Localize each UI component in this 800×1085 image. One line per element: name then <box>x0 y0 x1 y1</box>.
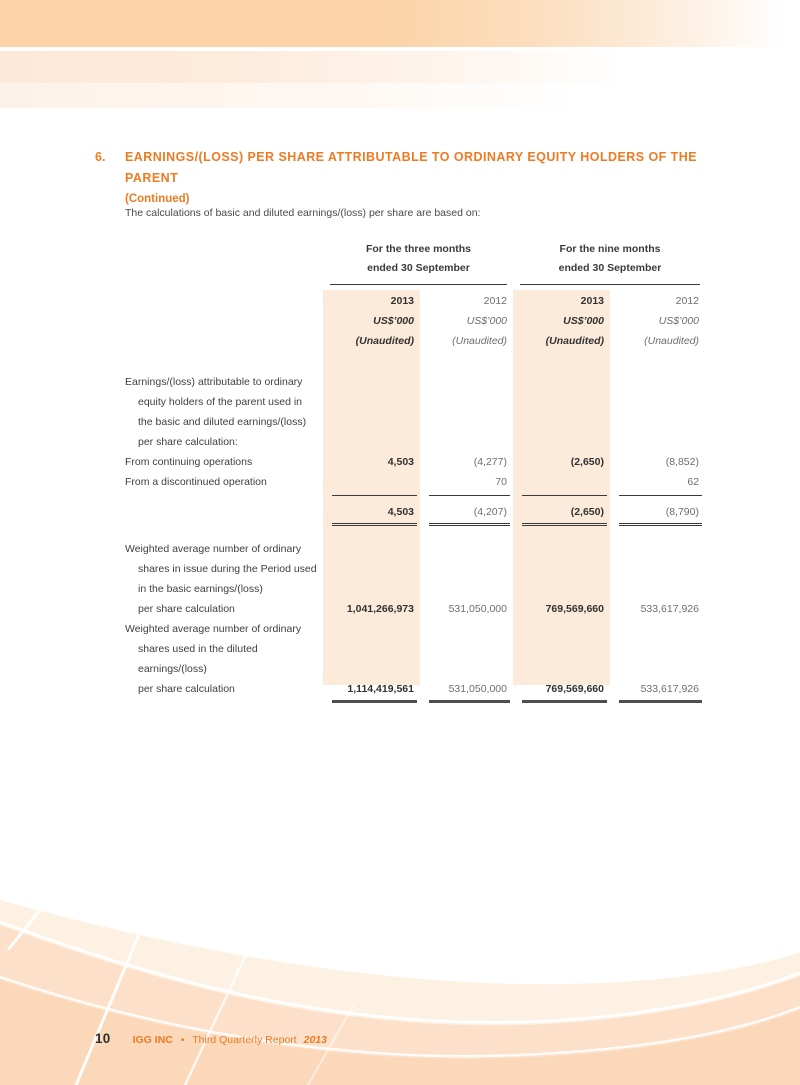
table-row <box>125 472 705 496</box>
bottom-wave-decoration <box>0 870 800 1085</box>
column-status: (Unaudited) <box>644 335 699 347</box>
cell-value <box>323 412 420 432</box>
row-label: per share calculation: <box>138 436 238 448</box>
cell-value <box>323 432 420 452</box>
company-name: IGG INC <box>132 1034 173 1046</box>
group-header-nine-months <box>520 240 700 285</box>
top-gradient-band-primary <box>0 0 800 47</box>
cell-value <box>513 579 610 599</box>
footer-brand-line <box>133 1034 327 1046</box>
cell-value: 1,041,266,973 <box>346 603 414 615</box>
column-unit: US$’000 <box>466 315 507 327</box>
cell-value <box>513 539 610 559</box>
row-label: per share calculation <box>138 683 235 695</box>
cell-value <box>323 579 420 599</box>
group-header-line: For the three months <box>365 243 471 255</box>
column-header <box>420 291 513 351</box>
column-unit: US$’000 <box>658 315 699 327</box>
cell-value <box>513 619 610 639</box>
top-gradient-band-tertiary <box>0 83 800 108</box>
cell-value <box>420 432 513 452</box>
cell-value: 769,569,660 <box>545 603 604 615</box>
table-row <box>125 619 705 639</box>
group-header-line: For the nine months <box>559 243 661 255</box>
table-row <box>125 392 705 412</box>
cell-value <box>420 392 513 412</box>
cell-value <box>332 472 417 496</box>
cell-value <box>610 619 705 639</box>
cell-value: (4,207) <box>429 502 510 526</box>
cell-value <box>420 412 513 432</box>
cell-value <box>513 412 610 432</box>
row-label: Weighted average number of ordinary <box>125 543 302 555</box>
cell-value <box>420 539 513 559</box>
column-header <box>513 291 610 351</box>
row-label: equity holders of the parent used in <box>138 396 303 408</box>
cell-value: 4,503 <box>387 456 414 468</box>
cell-value <box>610 432 705 452</box>
page-footer <box>95 1031 327 1046</box>
group-header-spacer <box>125 240 323 291</box>
page-number: 10 <box>95 1031 111 1046</box>
cell-value <box>420 559 513 579</box>
cell-value <box>513 372 610 392</box>
cell-value: 531,050,000 <box>429 679 510 703</box>
section-number: 6. <box>95 150 106 164</box>
intro-text: The calculations of basic and diluted earnings/(loss) per share are based on: <box>125 207 481 219</box>
table-column-headers <box>125 291 705 351</box>
cell-value: 70 <box>429 472 510 496</box>
cell-value <box>610 539 705 559</box>
financial-table <box>125 240 705 703</box>
table-row <box>125 559 705 579</box>
row-label: Earnings/(loss) attributable to ordinary <box>125 376 303 388</box>
cell-value: 533,617,926 <box>640 603 699 615</box>
cell-value: 4,503 <box>332 502 417 526</box>
row-label: From continuing operations <box>125 456 253 468</box>
column-year: 2012 <box>675 295 699 307</box>
column-year: 2012 <box>483 295 507 307</box>
cell-value <box>522 472 607 496</box>
row-label: the basic and diluted earnings/(loss) <box>138 416 307 428</box>
cell-value <box>610 579 705 599</box>
cell-value <box>513 392 610 412</box>
cell-value <box>323 372 420 392</box>
table-body <box>125 372 705 703</box>
column-header <box>610 291 705 351</box>
table-row <box>125 502 705 526</box>
cell-value <box>420 619 513 639</box>
cell-value: (8,852) <box>665 456 699 468</box>
table-group-headers <box>125 240 705 291</box>
cell-value: 769,569,660 <box>522 679 607 703</box>
cell-value <box>420 639 513 679</box>
column-status: (Unaudited) <box>355 335 414 347</box>
table-row <box>125 539 705 559</box>
separator-bullet: • <box>180 1034 185 1046</box>
table-row <box>125 639 705 679</box>
column-year: 2013 <box>580 295 604 307</box>
cell-value <box>420 579 513 599</box>
cell-value <box>610 639 705 679</box>
cell-value: 531,050,000 <box>448 603 507 615</box>
cell-value <box>610 392 705 412</box>
cell-value <box>323 559 420 579</box>
table-row <box>125 412 705 432</box>
section-continued-label: (Continued) <box>125 193 190 205</box>
cell-value <box>513 432 610 452</box>
row-label: per share calculation <box>138 603 235 615</box>
table-row <box>125 679 705 703</box>
section-heading <box>95 147 710 210</box>
cell-value: (4,277) <box>473 456 507 468</box>
cell-value: 1,114,419,561 <box>332 679 417 703</box>
cell-value: (2,650) <box>522 502 607 526</box>
column-header-spacer <box>125 291 323 351</box>
section-title: EARNINGS/(LOSS) PER SHARE ATTRIBUTABLE TO ORDINARY EQUITY HOLDERS OF THE PARENT <box>125 150 698 185</box>
column-status: (Unaudited) <box>452 335 507 347</box>
column-header <box>323 291 420 351</box>
row-label: Weighted average number of ordinary <box>125 623 302 635</box>
group-header-three-months <box>330 240 507 285</box>
cell-value <box>323 619 420 639</box>
column-status: (Unaudited) <box>545 335 604 347</box>
cell-value <box>323 539 420 559</box>
column-year: 2013 <box>390 295 414 307</box>
group-header-line: ended 30 September <box>367 262 470 274</box>
report-title: Third Quarterly Report <box>192 1034 297 1046</box>
table-row <box>125 452 705 472</box>
cell-value <box>513 559 610 579</box>
table-row <box>125 432 705 452</box>
section-title-block <box>125 147 707 210</box>
cell-value <box>610 372 705 392</box>
cell-value: 62 <box>619 472 702 496</box>
column-unit: US$’000 <box>373 315 414 327</box>
table-row <box>125 372 705 392</box>
row-label: From a discontinued operation <box>125 476 267 488</box>
column-unit: US$’000 <box>563 315 604 327</box>
cell-value <box>420 372 513 392</box>
cell-value <box>323 392 420 412</box>
table-row <box>125 599 705 619</box>
row-label: shares used in the diluted earnings/(loss) <box>138 643 258 675</box>
cell-value: (2,650) <box>570 456 604 468</box>
group-header-line: ended 30 September <box>558 262 662 274</box>
cell-value <box>513 639 610 679</box>
table-row <box>125 579 705 599</box>
cell-value: (8,790) <box>619 502 702 526</box>
report-year: 2013 <box>303 1034 327 1046</box>
cell-value: 533,617,926 <box>619 679 702 703</box>
cell-value <box>323 639 420 679</box>
row-label: shares in issue during the Period used <box>138 563 317 575</box>
top-gradient-band-secondary <box>0 51 800 83</box>
table-spacer <box>125 526 705 539</box>
cell-value <box>610 559 705 579</box>
cell-value <box>610 412 705 432</box>
row-label: in the basic earnings/(loss) <box>138 583 263 595</box>
row-label <box>125 502 323 526</box>
